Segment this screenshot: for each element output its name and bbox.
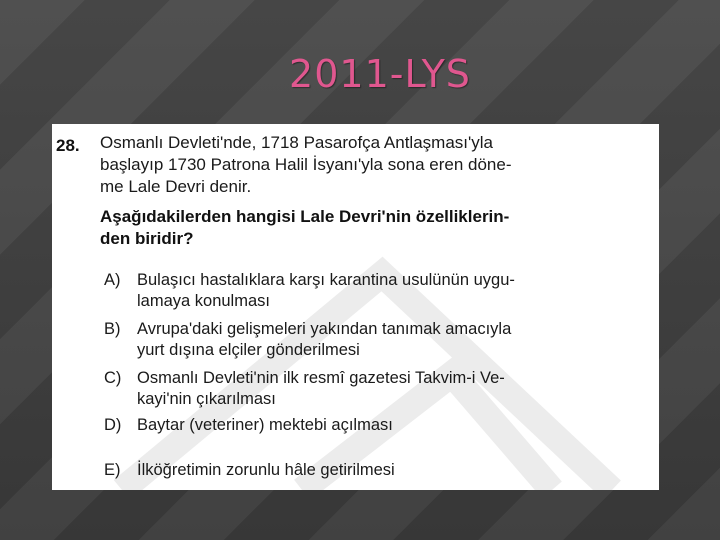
option-text-line: lamaya konulması bbox=[137, 292, 270, 310]
question-prompt-line: den biridir? bbox=[100, 229, 194, 248]
question-prompt-line: Aşağıdakilerden hangisi Lale Devri'nin özelliklerin- bbox=[100, 207, 510, 226]
question-stem-line: başlayıp 1730 Patrona Halil İsyanı'yla sona eren döne- bbox=[100, 155, 512, 174]
option-letter: E) bbox=[104, 461, 121, 479]
option-text-line: Avrupa'daki gelişmeleri yakından tanımak amacıyla bbox=[137, 320, 512, 338]
option-text-line: yurt dışına elçiler gönderilmesi bbox=[137, 341, 360, 359]
option-letter: B) bbox=[104, 320, 121, 338]
question-stem-line: me Lale Devri denir. bbox=[100, 177, 252, 196]
slide-title: 2011-LYS bbox=[289, 52, 471, 96]
option-text-line: Baytar (veteriner) mektebi açılması bbox=[137, 416, 393, 434]
question-prompt bbox=[100, 206, 655, 250]
question-stem bbox=[100, 132, 655, 198]
question-stem-line: Osmanlı Devleti'nde, 1718 Pasarofça Antlaşması'yla bbox=[100, 133, 493, 152]
option-letter: A) bbox=[104, 271, 121, 289]
question-image bbox=[52, 124, 659, 490]
option-letter: C) bbox=[104, 369, 122, 387]
option-text-line: kayi'nin çıkarılması bbox=[137, 390, 276, 408]
option-letter: D) bbox=[104, 416, 122, 434]
question-number: 28. bbox=[56, 136, 80, 155]
option-text-line: İlköğretimin zorunlu hâle getirilmesi bbox=[137, 461, 395, 479]
option-text-line: Osmanlı Devleti'nin ilk resmî gazetesi Takvim-i Ve- bbox=[137, 369, 505, 387]
option-text-line: Bulaşıcı hastalıklara karşı karantina usulünün uygu- bbox=[137, 271, 515, 289]
